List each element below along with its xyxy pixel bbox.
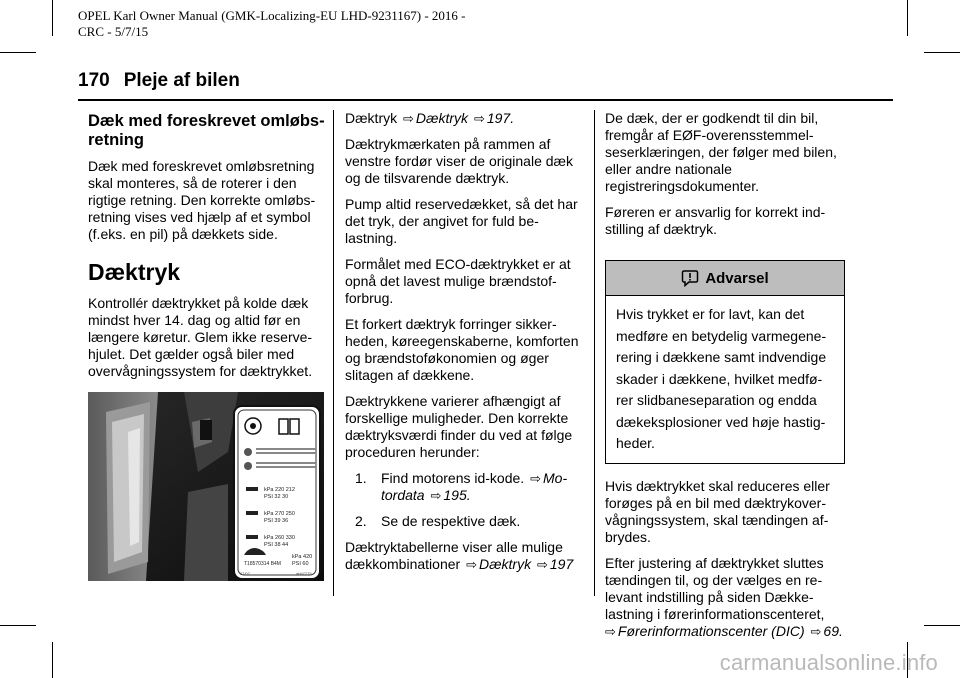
paragraph: De dæk, der er godkendt til din bil, fremgår af EØF-overensstemmelseserklæringen, der følger med bilen, eller andre nationale registreringsdokumenter. (605, 110, 837, 194)
paragraph: Pump altid reservedækket, så det har det tryk, der angivet for fuld belastning. (345, 196, 578, 246)
ref-text: Dæktryk (345, 110, 398, 126)
paragraph: Formålet med ECO-dæktrykket er at opnå det lavest mulige brændstofforbrug. (345, 256, 571, 306)
label-row-4: PSI 39 36 (264, 518, 289, 524)
label-row-6: PSI 38 44 (264, 542, 289, 548)
tire-label-illustration (88, 392, 324, 581)
page-header (78, 70, 240, 92)
pdf-header (78, 8, 466, 40)
ref-link[interactable]: Motordata (381, 470, 568, 503)
ref-page[interactable]: 195 (443, 487, 467, 503)
ref-link[interactable]: Førerinformationscenter (DIC) (617, 622, 805, 639)
crop-mark (907, 0, 908, 36)
ref-link[interactable]: Dæktryk (415, 110, 469, 126)
list-number: 1. (355, 470, 367, 486)
page-ref-icon: ⇨ (430, 488, 442, 503)
crop-mark (52, 0, 53, 36)
arrow-icon: ⇨ (530, 471, 541, 486)
warning-text: Hvis trykket er for lavt, kan det medføre en betydelig varmegenerering i dækkene samt indvendige skader i dækkene, hvilket medfører slidbaneseparation og endda dækeksplosioner ved høje hastigheder. (616, 306, 827, 451)
paragraph: Dæktrykmærkaten på rammen af venstre fordør viser de originale dæk og de tilsvarende dæktryk. (345, 136, 573, 186)
label-row-1: kPa 220 212 (264, 487, 295, 493)
watermark: carmanualsonline.info (719, 650, 938, 675)
warning-title: Advarsel (705, 269, 769, 287)
arrow-icon: ⇨ (403, 111, 414, 126)
ref-page[interactable]: 197 (486, 110, 511, 126)
label-right-1: kPa 420 (292, 554, 313, 560)
section-heading: Dæktryk (88, 259, 181, 285)
label-code: T18570314 B4M (244, 561, 281, 567)
pdf-header-line1: OPEL Karl Owner Manual (GMK-Localizing-EU LHD-9231167) - 2016 - (78, 8, 466, 23)
label-row-2: PSI 32 30 (264, 494, 289, 500)
crop-mark (924, 625, 960, 626)
ref-page[interactable]: 69 (823, 622, 839, 639)
column-middle (345, 110, 585, 582)
paragraph: Et forkert dæktryk forringer sikkerheden, køreegenskaberne, komforten og brændstoføkonomien og øger slitagen af dækkene. (345, 316, 579, 383)
label-row-5: kPa 260 330 (264, 535, 295, 541)
tire-label-svg (88, 392, 324, 581)
warning-box (605, 260, 845, 464)
list-item: 1. Find motorens id-kode. ⇨ Motordata ⇨ 195. (355, 470, 568, 503)
page-ref-icon: ⇨ (810, 623, 822, 639)
column-left (88, 110, 326, 415)
crop-mark (0, 625, 36, 626)
crop-mark (924, 52, 960, 53)
ref-link[interactable]: Dæktryk (478, 556, 532, 572)
cross-reference: Dæktryk ⇨ Dæktryk ⇨ 197. (345, 110, 515, 126)
page-ref-icon: ⇨ (536, 557, 548, 572)
label-foot-left: 07/02 (240, 571, 251, 576)
paragraph: Dæk med foreskrevet omløbsretning skal monteres, så de roterer i den rigtige retning. Den korrekte omløbsretning vises ved hjælp af et symbol (f.eks. en pil) på dækkets side. (88, 158, 316, 242)
paragraph: Kontrollér dæktrykket på kolde dæk mindst hver 14. dag og altid før en længere køretur. Glem ikke reservehjulet. Det gælder også biler med overvågningssystem for dæktrykket. (88, 295, 313, 379)
paragraph: Dæktrykkene varierer afhængigt af forskellige muligheder. Den korrekte dæktryksværdi finder du ved at følge proceduren herunder: (345, 393, 573, 460)
sub-heading: Dæk med foreskrevet omløbsretning (88, 112, 325, 149)
ref-text: Dæktryktabellerne viser alle mulige dækkombinationer (345, 539, 563, 572)
paragraph-text: Efter justering af dæktrykket sluttes tændingen til, og der vælges en relevant indstilling på siden Dækkelastning i førerinformationscenteret, (605, 554, 825, 622)
list-item (355, 513, 585, 530)
pdf-header-line2: CRC - 5/7/15 (78, 24, 149, 39)
paragraph (605, 555, 845, 623)
list-text: Se de respektive dæk. (381, 513, 521, 529)
cross-reference: ⇨ Førerinformationscenter (DIC) ⇨ 69. (605, 622, 843, 639)
warning-header (606, 261, 844, 296)
list-text: Find motorens id-kode. (381, 470, 525, 486)
label-right-2: PSI 60 (292, 561, 309, 567)
label-foot-right: abb7275 (296, 571, 312, 576)
cross-reference (345, 539, 585, 573)
warning-icon (681, 269, 699, 287)
list-number: 2. (355, 513, 367, 529)
crop-mark (0, 52, 36, 53)
label-row-3: kPa 270 250 (264, 511, 295, 517)
header-rule (78, 99, 893, 101)
page-number: 170 (78, 70, 110, 91)
page-ref-icon: ⇨ (473, 111, 485, 126)
arrow-icon: ⇨ (605, 623, 616, 639)
paragraph: Hvis dæktrykket skal reduceres eller forøges på en bil med dæktrykovervågningssystem, skal tændingen afbrydes. (605, 477, 830, 545)
column-divider (594, 110, 595, 596)
arrow-icon: ⇨ (466, 557, 477, 572)
ref-page[interactable]: 197 (549, 556, 574, 572)
crop-mark (52, 642, 53, 678)
paragraph: Føreren er ansvarlig for korrekt indstilling af dæktryk. (605, 204, 826, 237)
page-title: Pleje af bilen (123, 70, 240, 91)
column-divider (333, 110, 334, 596)
column-right (605, 110, 845, 649)
